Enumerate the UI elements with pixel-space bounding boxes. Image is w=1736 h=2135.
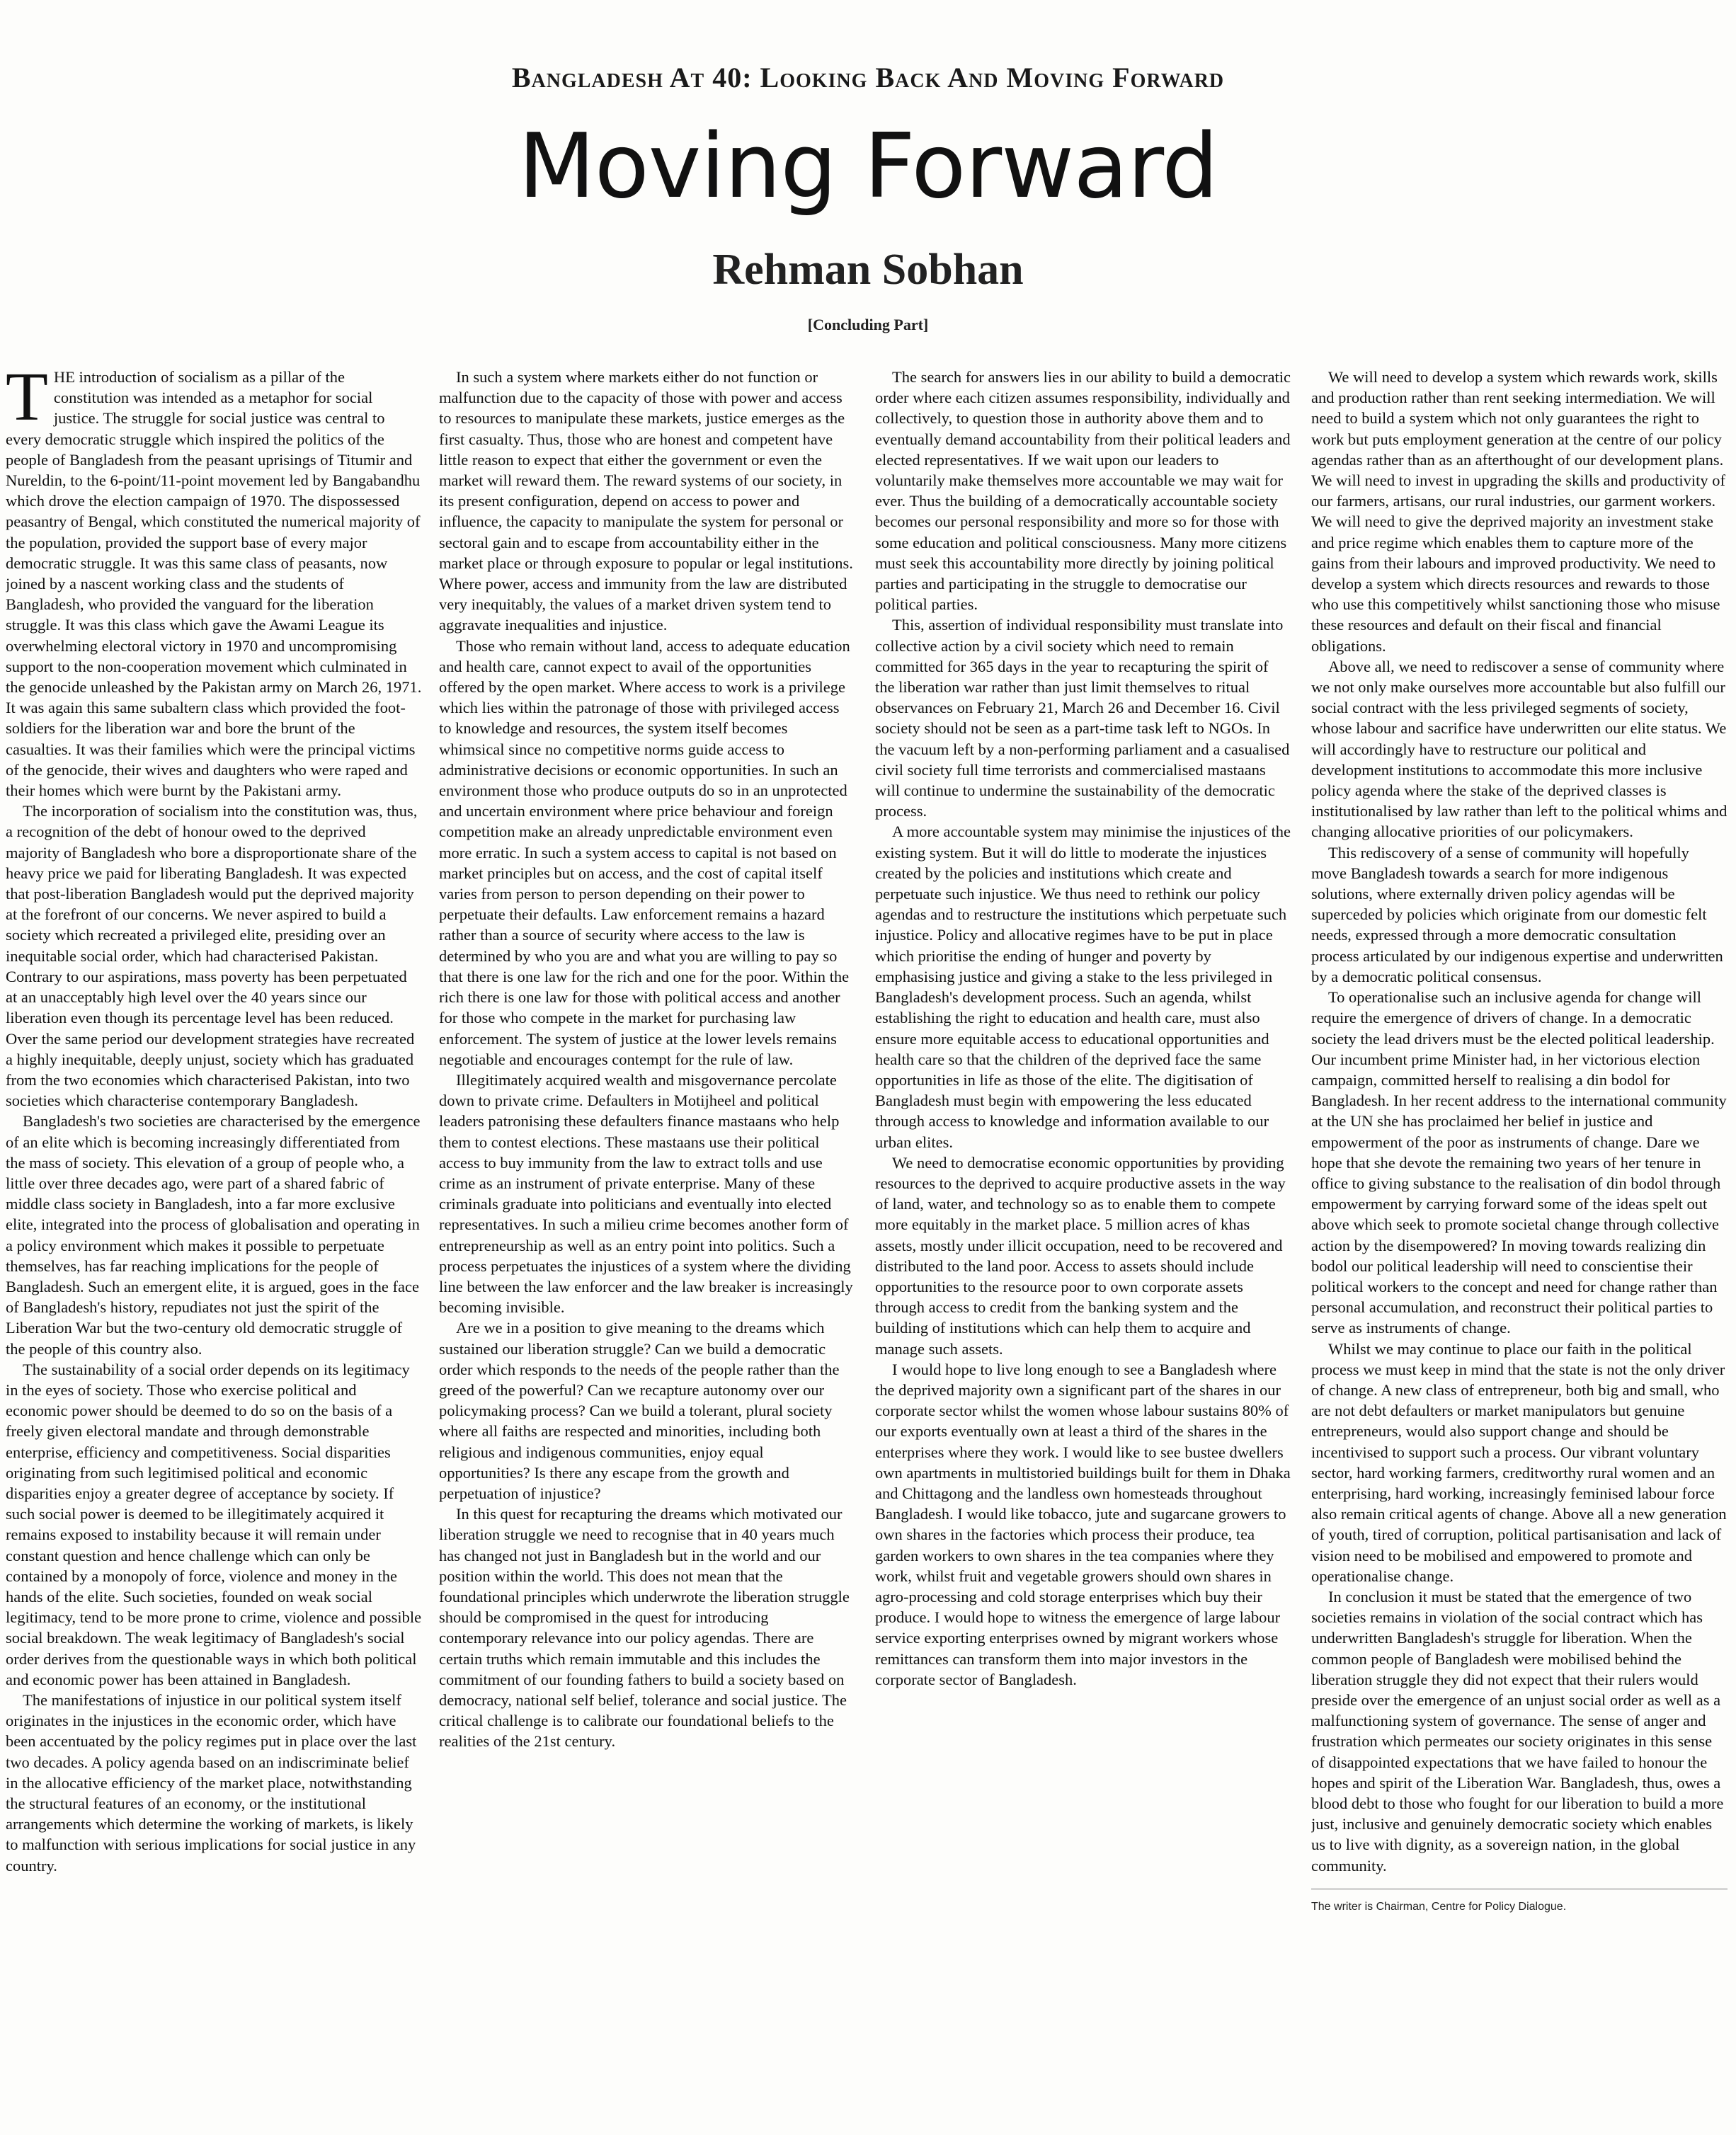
article-paragraph: Are we in a position to give meaning to the dreams which sustained our liberation struggle? Can we build a democratic order which responds to the needs of the people rather than the greed of the powerful? Can we recapture autonomy over our policymaking process? Can we build a tolerant, plural society where all faiths are respected and minorities, including both religious and indigenous communities, enjoy equal opportunities? Is there any escape from the growth and perpetuation of injustice? <box>439 1319 840 1502</box>
article-paragraph: To operationalise such an inclusive agenda for change will require the emergence of drivers of change. In a democratic society the lead drivers must be the elected political leadership. Our incumbent prime Minister had, in her victorious election campaign, committed herself to realising a din bodol for Bangladesh. In her recent address to the international community at the UN she has proclaimed her belief in justice and empowerment of the poor as instruments of change. Dare we hope that she devote the remaining two years of her tenure in office to giving substance to the realisation of din bodol through empowerment by carrying forward some of the ideas spelt out above which seek to promote societal change through collective action by the disempowered? In moving towards realizing din bodol our political leadership will need to conscientise their political workers to the concept and need for change rather than personal accumulation, and reconstruct their political parties to serve as instruments of change. <box>1311 988 1727 1337</box>
article-column-1 <box>6 367 422 2115</box>
article-paragraph: In conclusion it must be stated that the emergence of two societies remains in violation of the social contract which has underwritten Bangladesh's struggle for liberation. When the common people of Bangladesh were mobilised behind the liberation struggle they did not expect that their rulers would preside over the emergence of an unjust social order as well as a malfunctioning system of governance. The sense of anger and frustration which permeates our society originates in this sense of disappointed expectations that we have failed to honour the hopes and spirit of the Liberation War. Bangladesh, thus, owes a blood debt to those who fought for our liberation to build a more just, inclusive and genuinely democratic society which enables us to live with dignity, as a sovereign nation, in the global community. <box>1311 1587 1724 1874</box>
article-paragraph: The manifestations of injustice in our political system itself originates in the injustices in the economic order, which have been accentuated by the policy regimes put in place over the last two decades. A policy agenda based on an indiscriminate belief in the allocative efficiency of the market place, notwithstanding the structural features of an economy, or the institutional arrangements which determine the working of markets, is likely to malfunction with serious implications for social justice in any country. <box>6 1691 417 1874</box>
part-label: [Concluding Part] <box>807 316 929 333</box>
series-title: Bangladesh At 40: Looking Back And Moving Forward <box>511 62 1225 93</box>
article-paragraph: In this quest for recapturing the dreams which motivated our liberation struggle we need to recognise that in 40 years much has changed not just in Bangladesh but in the world and our position within the world. This does not mean that the foundational principles which underwrote the liberation struggle should be compromised in the quest for introducing contemporary relevance into our policy agendas. There are certain truths which remain immutable and this includes the commitment of our founding fathers to build a society based on democracy, national self belief, tolerance and social justice. The critical challenge is to calibrate our foundational beliefs to the realities of the 21st century. <box>439 1505 850 1751</box>
article-paragraph: This rediscovery of a sense of community will hopefully move Bangladesh towards a search for more indigenous solutions, where externally driven policy agendas will be superceded by policies which originate from our domestic felt needs, expressed through a more democratic consultation process articulated by our indigenous expertise and underwritten by a democratic political consensus. <box>1311 843 1723 985</box>
article-paragraph: Those who remain without land, access to adequate education and health care, cannot expect to avail of the opportunities offered by the open market. Where access to work is a privilege which lies within the patronage of those with privileged access to knowledge and resources, the system itself becomes whimsical since no competitive norms guide access to administrative decisions or economic opportunities. In such an environment those who produce outputs do so in an unprotected and uncertain environment where price behaviour and foreign competition make an already unpredictable environment even more erratic. In such a system access to capital is not based on market principles but on access, and the cost of capital itself varies from person to person depending on their power to perpetuate their defaults. Law enforcement remains a hazard rather than a source of security where access to the law is determined by who you are and what you are willing to pay so that there is one law for the rich and one for the poor. Within the rich there is one law for those with political access and another for those who compete in the market for purchasing law enforcement. The system of justice at the lower levels remains negotiable and encourages contempt for the rule of law. <box>439 636 850 1068</box>
article-paragraph: Above all, we need to rediscover a sense of community where we not only make ourselves more accountable but also fulfill our social contract with the less privileged segments of society, whose labour and sacrifice have underwritten our elite status. We will accordingly have to restructure our political and development institutions to accommodate this more inclusive policy agenda where the stake of the deprived classes is institutionalised by law rather than left to the political whims and changing allocative priorities of our policymakers. <box>1311 657 1728 841</box>
article-paragraph: A more accountable system may minimise the injustices of the existing system. But it will do little to moderate the injustices created by the policies and institutions which create and perpetuate such injustice. We thus need to rethink our policy agendas and to restructure the institutions which perpetuate such injustice. Policy and allocative regimes have to be put in place which prioritise the ending of hunger and poverty by emphasising justice and giving a stake to the less privileged in Bangladesh's development process. Such an agenda, whilst establishing the right to education and health care, must also ensure more equitable access to educational opportunities and health care so that the children of the deprived face the same opportunities in life as those of the elite. The digitisation of Bangladesh must begin with empowering the less educated through access to knowledge and information available to our urban elites. <box>875 823 1291 1151</box>
article-paragraph: Bangladesh's two societies are characterised by the emergence of an elite which is becoming increasingly differentiated from the mass of society. This elevation of a group of people who, a little over three decades ago, were part of a shared fabric of middle class society in Bangladesh, into a far more exclusive elite, integrated into the process of globalisation and operating in a policy environment which makes it possible to perpetuate themselves, has far reaching implications for the people of Bangladesh. Such an emergent elite, it is argued, goes in the face of Bangladesh's history, repudiates not just the spirit of the Liberation War but the two-century old democratic struggle of the people of this country also. <box>6 1112 421 1358</box>
article-paragraph: We will need to develop a system which rewards work, skills and production rather than rent seeking intermediation. We will need to build a system which not only guarantees the right to work but puts employment generation at the centre of our policy agendas rather than as an afterthought of our development plans. We will need to invest in upgrading the skills and productivity of our farmers, artisans, our rural industries, our garment workers. We will need to give the deprived majority an investment stake and price regime which enables them to capture more of the gains from their labours and improved productivity. We need to develop a system which directs resources and rewards to those who use this competitively whilst sanctioning those who misuse these resources and default on their fiscal and financial obligations. <box>1311 368 1725 655</box>
byline: Rehman Sobhan <box>712 246 1024 294</box>
drop-cap: T <box>6 367 48 435</box>
article-paragraph: I would hope to live long enough to see a Bangladesh where the deprived majority own a significant part of the shares in our corporate sector whilst the women whose labour sustains 80% of our exports eventually own at least a third of the shares in the enterprises where they work. I would like to see bustee dwellers own apartments in multistoried buildings built for them in Dhaka and Chittagong and the landless own homesteads throughout Bangladesh. I would like tobacco, jute and sugarcane growers to own shares in the factories which process their produce, tea garden workers to own shares in the tea companies where they work, whilst fruit and vegetable growers should own shares in agro-processing and cold storage enterprises which buy their produce. I would hope to witness the emergence of large labour service exporting enterprises owned by migrant workers whose remittances can transform them into major investors in the corporate sector of Bangladesh. <box>875 1360 1291 1688</box>
article-paragraph: In such a system where markets either do not function or malfunction due to the capacity of those with power and access to resources to manipulate these markets, justice emerges as the first casualty. Thus, those who are honest and competent have little reason to expect that either the government or even the market will reward them. The reward systems of our society, in its present configuration, depend on access to power and influence, the capacity to manipulate the system for personal or sectoral gain and to escape from accountability either in the market place or through exposure to popular or legal institutions. Where power, access and immunity from the law are distributed very inequitably, the values of a market driven system tend to aggravate inequalities and injustice. <box>439 368 853 634</box>
article-paragraph: THE introduction of socialism as a pillar of the constitution was intended as a metaphor for social justice. The struggle for social justice was central to every democratic struggle which inspired the politics of the people of Bangladesh from the peasant uprisings of Titumir and Nureldin, to the 6-point/11-point movement led by Bangabandhu which drove the election campaign of 1970. The dispossessed peasantry of Bengal, which constituted the numerical majority of the population, provided the support base of every major democratic struggle. It was this same class of peasants, now joined by a nascent working class and the students of Bangladesh, who provided the vanguard for the liberation struggle. It was this class which gave the Awami League its overwhelming electoral victory in 1970 and uncompromising support to the non-cooperation movement which culminated in the genocide unleashed by the Pakistan army on March 26, 1971. It was again this same subaltern class which provided the foot-soldiers for the liberation war and bore the brunt of the casualties. It was their families which were the principal victims of the genocide, their wives and daughters who were raped and their homes which were burnt by the Pakistani army. <box>6 367 422 800</box>
article-paragraph: The sustainability of a social order depends on its legitimacy in the eyes of society. Those who exercise political and economic power should be deemed to do so on the basis of a freely given electoral mandate and through demonstrable enterprise, efficiency and competitiveness. Social disparities originating from such legitimised political and economic disparities enjoy a greater degree of acceptance by society. If such social power is deemed to be illegitimately acquired it remains exposed to instability because it will remain under constant question and hence challenge which can only be contained by a monopoly of force, violence and money in the hands of the elite. Such societies, founded on weak social legitimacy, tend to be more prone to crime, violence and possible social breakdown. The weak legitimacy of Bangladesh's social order derives from the questionable ways in which both political and economic power has been attained in Bangladesh. <box>6 1360 422 1688</box>
article-paragraph: The search for answers lies in our ability to build a democratic order where each citizen assumes responsibility, individually and collectively, to question those in authority above them and to eventually demand accountability from their political leaders and elected representatives. If we wait upon our leaders to voluntarily make themselves more accountable we may wait for ever. Thus the building of a democratically accountable society becomes our personal responsibility and more so for those with some education and political consciousness. Many more citizens must seek this accountability more directly by joining political parties and participating in the struggle to democratise our political parties. <box>875 368 1291 614</box>
article-column-3 <box>875 367 1291 2115</box>
article-paragraph: The incorporation of socialism into the constitution was, thus, a recognition of the debt of honour owed to the deprived majority of Bangladesh who bore a disproportionate share of the heavy price we paid for liberating Bangladesh. It was expected that post-liberation Bangladesh would put the deprived majority at the forefront of our concerns. We never aspired to build a society which recreated a privileged elite, presiding over an inequitable social order, which had characterised Pakistan. Contrary to our aspirations, mass poverty has been perpetuated at an unacceptably high level over the 40 years since our liberation even though its percentage level has been reduced. Over the same period our development strategies have recreated a highly inequitable, deeply unjust, society which has graduated from the two economies which characterised Pakistan, into two societies which characterise contemporary Bangladesh. <box>6 802 418 1110</box>
article-column-2 <box>439 367 855 2115</box>
article-paragraph: Whilst we may continue to place our faith in the political process we must keep in mind that the state is not the only driver of change. A new class of entrepreneur, both big and small, who are not debt defaulters or market manipulators but genuine entrepreneurs, would also support change and should be incentivised to support such a process. Our vibrant voluntary sector, hard working farmers, creditworthy rural women and an enterprising, hard working, increasingly feminised labour force also remain critical agents of change. Above all a new generation of youth, tired of corruption, political partisanisation and lack of vision need to be mobilised and empowered to promote and operationalise change. <box>1311 1339 1727 1585</box>
headline: Moving Forward <box>518 114 1218 218</box>
article-paragraph: Illegitimately acquired wealth and misgovernance percolate down to private crime. Defaulters in Motijheel and political leaders patronising these defaulters finance mastaans who help them to contest elections. These mastaans use their political access to buy immunity from the law to extract tolls and use crime as an instrument of private enterprise. Many of these criminals graduate into politicians and eventually into elected representatives. In such a milieu crime becomes another form of entrepreneurship as well as an entry point into politics. Such a process perpetuates the injustices of a system where the dividing line between the law enforcer and the law breaker is increasingly becoming invisible. <box>439 1070 853 1317</box>
author-credit: The writer is Chairman, Centre for Policy Dialogue. <box>1311 1900 1567 1913</box>
article-column-4 <box>1311 367 1728 2115</box>
article-paragraph: We need to democratise economic opportunities by providing resources to the deprived to acquire productive assets in the way of land, water, and technology so as to enable them to compete more equitably in the market place. 5 million acres of khas assets, mostly under illicit occupation, need to be recovered and distributed to the land poor. Access to assets should include opportunities to the resource poor to own corporate assets through access to credit from the banking system and the building of institutions which can help them to acquire and manage such assets. <box>875 1153 1286 1358</box>
article-paragraph: This, assertion of individual responsibility must translate into collective action by a civil society which need to remain committed for 365 days in the year to recapturing the spirit of the liberation war rather than just limit themselves to ritual observances on February 21, March 26 and December 16. Civil society should not be seen as a part-time task left to NGOs. In the vacuum left by a non-performing parliament and a casualised civil society full time terrorists and commercialised mastaans will continue to undermine the sustainability of the democratic process. <box>875 616 1290 820</box>
